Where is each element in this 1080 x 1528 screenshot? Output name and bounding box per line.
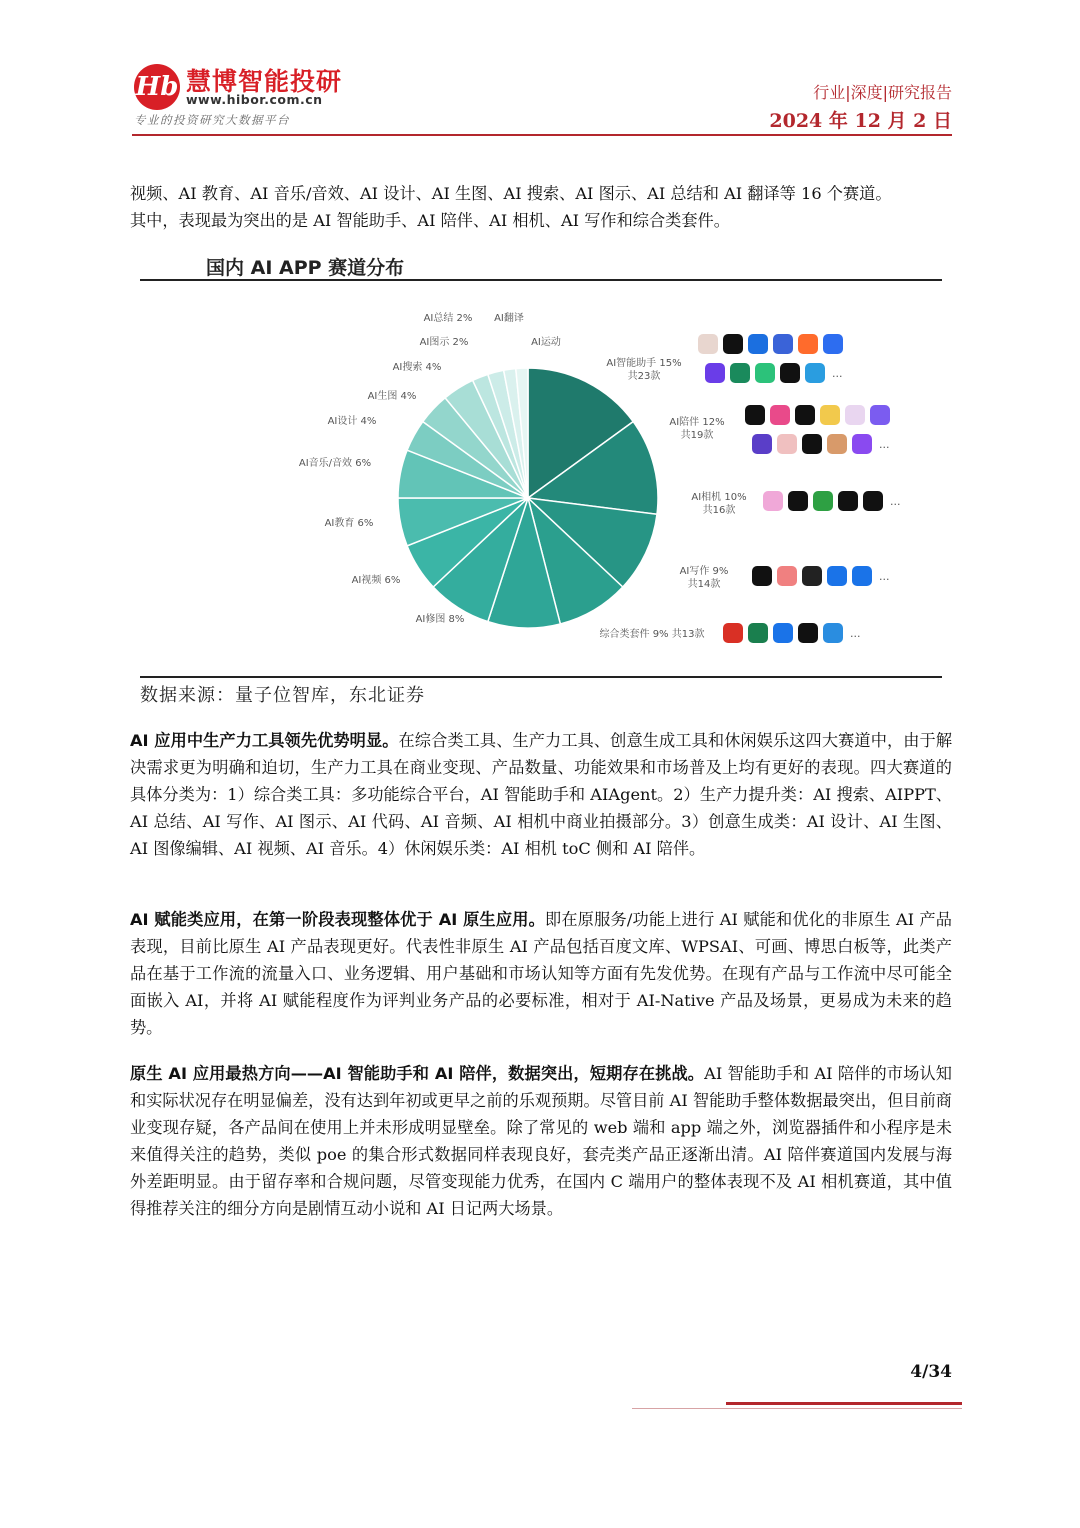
app-icon	[698, 334, 718, 354]
app-icon	[795, 405, 815, 425]
app-icon	[748, 334, 768, 354]
pie-slice-label: AI视频 6%	[351, 575, 401, 586]
paragraph-native-ai	[130, 1060, 952, 1222]
report-date: 2024 年 12 月 2 日	[769, 110, 952, 132]
app-icon	[777, 434, 797, 454]
app-icon	[823, 623, 843, 643]
app-icon	[780, 363, 800, 383]
pie-slice-label: AI翻译	[494, 313, 524, 324]
app-icon	[763, 491, 783, 511]
app-icon	[770, 405, 790, 425]
app-icon	[745, 405, 765, 425]
app-icon	[798, 623, 818, 643]
pie-slice-label: AI修图 8%	[415, 614, 465, 625]
pie-slice-label: AI音乐/音效 6%	[298, 458, 372, 469]
paragraph-body: AI 智能助手和 AI 陪伴的市场认知和实际状况存在明显偏差，没有达到年初或更早之前的乐观预期。尽管目前 AI 智能助手整体数据最突出，但目前商业变现存疑，各产品间在使用上并未形成明显壁垒。除了常见的 web 端和 app 端之外，浏览器插件和小程序是未来值得关注的趋势，类似 poe 的集合形式数据同样表现良好，套壳类产品正逐渐出清。AI 陪伴赛道国内发展与海外差距明显。由于留存率和合规问题，尽管变现能力优秀，在国内 C 端用户的整体表现不及 AI 相机赛道，其中值得推荐关注的细分方向是剧情互动小说和 AI 日记两大场景。	[130, 1064, 952, 1218]
pie-slice-count: 共23款	[627, 371, 661, 382]
footer-accent-rule	[726, 1402, 962, 1405]
more-apps-ellipsis: ...	[879, 569, 890, 583]
hibor-logo-icon: Hb	[134, 64, 180, 110]
paragraph-lead: AI 赋能类应用，在第一阶段表现整体优于 AI 原生应用。	[130, 910, 545, 929]
footer-rule	[632, 1408, 962, 1409]
pie-slice-label: AI总结 2%	[423, 313, 473, 324]
app-icon	[827, 434, 847, 454]
pie-slice-label: AI图示 2%	[419, 337, 469, 348]
app-icon	[802, 434, 822, 454]
pie-slice-label: AI生图 4%	[367, 391, 417, 402]
app-icon	[827, 566, 847, 586]
app-icon	[798, 334, 818, 354]
more-apps-ellipsis: ...	[850, 626, 861, 640]
app-icon	[752, 434, 772, 454]
figure-title: 国内 AI APP 赛道分布	[206, 257, 405, 279]
pie-slice-count: 共19款	[680, 430, 714, 441]
app-icon	[755, 363, 775, 383]
app-icon	[723, 334, 743, 354]
app-icon	[748, 623, 768, 643]
intro-line-2: 其中，表现最为突出的是 AI 智能助手、AI 陪伴、AI 相机、AI 写作和综合类套件。	[130, 211, 730, 230]
pie-chart	[0, 0, 1080, 700]
assistant-apps-row-2	[705, 363, 843, 383]
app-icon	[852, 566, 872, 586]
app-icon	[705, 363, 725, 383]
more-apps-ellipsis: ...	[832, 366, 843, 380]
report-category: 行业|深度|研究报告	[813, 83, 952, 102]
companion-apps-row-2	[752, 434, 890, 454]
paragraph-lead: 原生 AI 应用最热方向——AI 智能助手和 AI 陪伴，数据突出，短期存在挑战。	[130, 1064, 705, 1083]
app-icon	[838, 491, 858, 511]
pie-slice-label: AI教育 6%	[324, 518, 374, 529]
camera-apps-row	[763, 491, 901, 511]
writing-apps-row	[752, 566, 890, 586]
pie-slice-label: 综合类套件 9% 共13款	[599, 629, 705, 640]
more-apps-ellipsis: ...	[879, 437, 890, 451]
paragraph-productivity	[130, 727, 952, 862]
logo-title: 慧博智能投研	[186, 67, 343, 96]
app-icon	[813, 491, 833, 511]
app-icon	[730, 363, 750, 383]
figure-source: 数据来源：量子位智库，东北证券	[140, 685, 425, 706]
intro-line-1: 视频、AI 教育、AI 音乐/音效、AI 设计、AI 生图、AI 搜索、AI 图示、AI 总结和 AI 翻译等 16 个赛道。	[130, 184, 892, 203]
pie-slice-count: 共16款	[702, 505, 736, 516]
app-icon	[788, 491, 808, 511]
app-icon	[820, 405, 840, 425]
logo-slogan: 专业的投资研究大数据平台	[134, 113, 290, 127]
paragraph-ai-enabled	[130, 906, 952, 1041]
logo-url: www.hibor.com.cn	[186, 92, 323, 107]
pie-slice-label: AI陪伴 12%	[669, 417, 725, 428]
paragraph-body: 在综合类工具、生产力工具、创意生成工具和休闲娱乐这四大赛道中，由于解决需求更为明确和迫切，生产力工具在商业变现、产品数量、功能效果和市场普及上均有更好的表现。四大赛道的具体分类为：1）综合类工具：多功能综合平台，AI 智能助手和 AIAgent。2）生产力提升类：AI 搜索、AIPPT、AI 总结、AI 写作、AI 图示、AI 代码、AI 音频、AI 相机中商业拍摄部分。3）创意生成类：AI 设计、AI 生图、AI 图像编辑、AI 视频、AI 音乐。4）休闲娱乐类：AI 相机 toC 侧和 AI 陪伴。	[130, 731, 953, 858]
app-icon	[802, 566, 822, 586]
app-icon	[777, 566, 797, 586]
page-number: 4/34	[910, 1362, 952, 1382]
pie-slice-label: AI运动	[531, 337, 561, 348]
pie-slice-label: AI写作 9%	[679, 566, 729, 577]
app-icon	[773, 623, 793, 643]
app-icon	[845, 405, 865, 425]
figure-bottom-rule	[140, 676, 942, 678]
companion-apps-row-1	[745, 405, 890, 425]
pie-slice-label: AI智能助手 15%	[606, 358, 682, 369]
app-icon	[752, 566, 772, 586]
pie-slice-label: AI相机 10%	[691, 492, 747, 503]
app-icon	[870, 405, 890, 425]
app-icon	[773, 334, 793, 354]
app-icon	[863, 491, 883, 511]
pie-slice-label: AI搜索 4%	[392, 362, 442, 373]
assistant-apps-row-1	[698, 334, 843, 354]
paragraph-body: 即在原服务/功能上进行 AI 赋能和优化的非原生 AI 产品表现，目前比原生 AI 产品表现更好。代表性非原生 AI 产品包括百度文库、WPSAI、可画、博思白板等，此类产品在基于工作流的流量入口、业务逻辑、用户基础和市场认知等方面有先发优势。在现有产品与工作流中尽可能全面嵌入 AI，并将 AI 赋能程度作为评判业务产品的必要标准，相对于 AI-Native 产品及场景，更易成为未来的趋势。	[130, 910, 952, 1037]
app-icon	[723, 623, 743, 643]
app-icon	[805, 363, 825, 383]
app-icon	[852, 434, 872, 454]
pie-slice-label: AI设计 4%	[327, 416, 377, 427]
app-icon	[823, 334, 843, 354]
suite-apps-row	[723, 623, 861, 643]
pie-slice-count: 共14款	[687, 579, 721, 590]
paragraph-lead: AI 应用中生产力工具领先优势明显。	[130, 731, 399, 750]
more-apps-ellipsis: ...	[890, 494, 901, 508]
